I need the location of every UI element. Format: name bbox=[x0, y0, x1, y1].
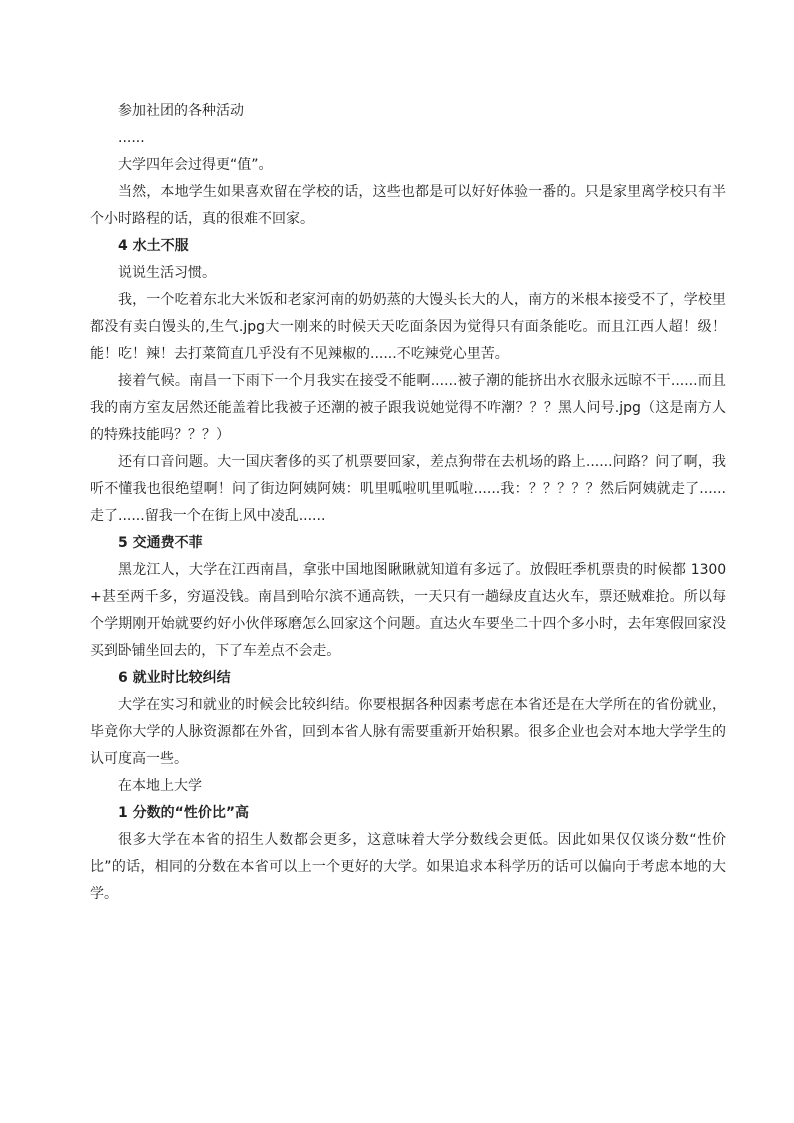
paragraph-living-habits: 说说生活习惯。 bbox=[118, 265, 216, 281]
section-heading-transport-cost: 5 交通费不菲 bbox=[118, 535, 203, 551]
paragraph-local-students: 当然，本地学生如果喜欢留在学校的话，这些也都是可以好好体验一番的。只是家里离学校只有半个小时路程的话，真的很难不回家。 bbox=[90, 184, 726, 227]
paragraph-weather: 接着气候。南昌一下雨下一个月我实在接受不能啊......被子潮的能挤出水衣服永远晾不干......而且我的南方室友居然还能盖着比我被子还潮的被子跟我说她觉得不咋潮？？？黑人问号.jpg（这是南方人的特殊技能吗？？？） bbox=[90, 373, 726, 443]
section-heading-climate-adaptation: 4 水土不服 bbox=[118, 238, 189, 254]
paragraph-four-years-worth: 大学四年会过得更“值”。 bbox=[118, 157, 273, 173]
paragraph-transport: 黑龙江人，大学在江西南昌，拿张中国地图瞅瞅就知道有多远了。放假旺季机票贵的时候都 1300+甚至两千多，穷逼没钱。南昌到哈尔滨不通高铁，一天只有一趟绿皮直达火车，票还贼难抢。所以每个学期刚开始就要约好小伙伴琢磨怎么回家这个问题。直达火车要坐二十四个多小时，去年寒假回家没买到卧铺坐回去的，下了车差点不会走。 bbox=[90, 562, 726, 659]
paragraph-food: 我，一个吃着东北大米饭和老家河南的奶奶蒸的大馒头长大的人，南方的米根本接受不了，学校里都没有卖白馒头的,生气.jpg大一刚来的时候天天吃面条因为觉得只有面条能吃。而且江西人超！级！能！吃！辣！去打菜简直几乎没有不见辣椒的......不吃辣党心里苦。 bbox=[90, 292, 726, 362]
section-heading-employment: 6 就业时比较纠结 bbox=[118, 670, 231, 686]
section-heading-score-value: 1 分数的“性价比”高 bbox=[118, 805, 250, 821]
document-body bbox=[90, 98, 726, 908]
paragraph-ellipsis: ...... bbox=[118, 130, 145, 146]
paragraph-accent: 还有口音问题。大一国庆奢侈的买了机票要回家，差点狗带在去机场的路上......问路？问了啊，我听不懂我也很绝望啊！问了街边阿姨阿姨：叽里呱啦叽里呱啦......我：？？？？？然后阿姨就走了......走了......留我一个在街上风中凌乱...... bbox=[90, 454, 726, 524]
paragraph-employment: 大学在实习和就业的时候会比较纠结。你要根据各种因素考虑在本省还是在大学所在的省份就业，毕竟你大学的人脉资源都在外省，回到本省人脉有需要重新开始积累。很多企业也会对本地大学学生的认可度高一些。 bbox=[90, 697, 726, 767]
paragraph-club-activities: 参加社团的各种活动 bbox=[118, 103, 244, 119]
paragraph-score-value: 很多大学在本省的招生人数都会更多，这意味着大学分数线会更低。因此如果仅仅谈分数“性价比”的话，相同的分数在本省可以上一个更好的大学。如果追求本科学历的话可以偏向于考虑本地的大学。 bbox=[90, 832, 726, 902]
section-title-local-university: 在本地上大学 bbox=[118, 778, 202, 794]
